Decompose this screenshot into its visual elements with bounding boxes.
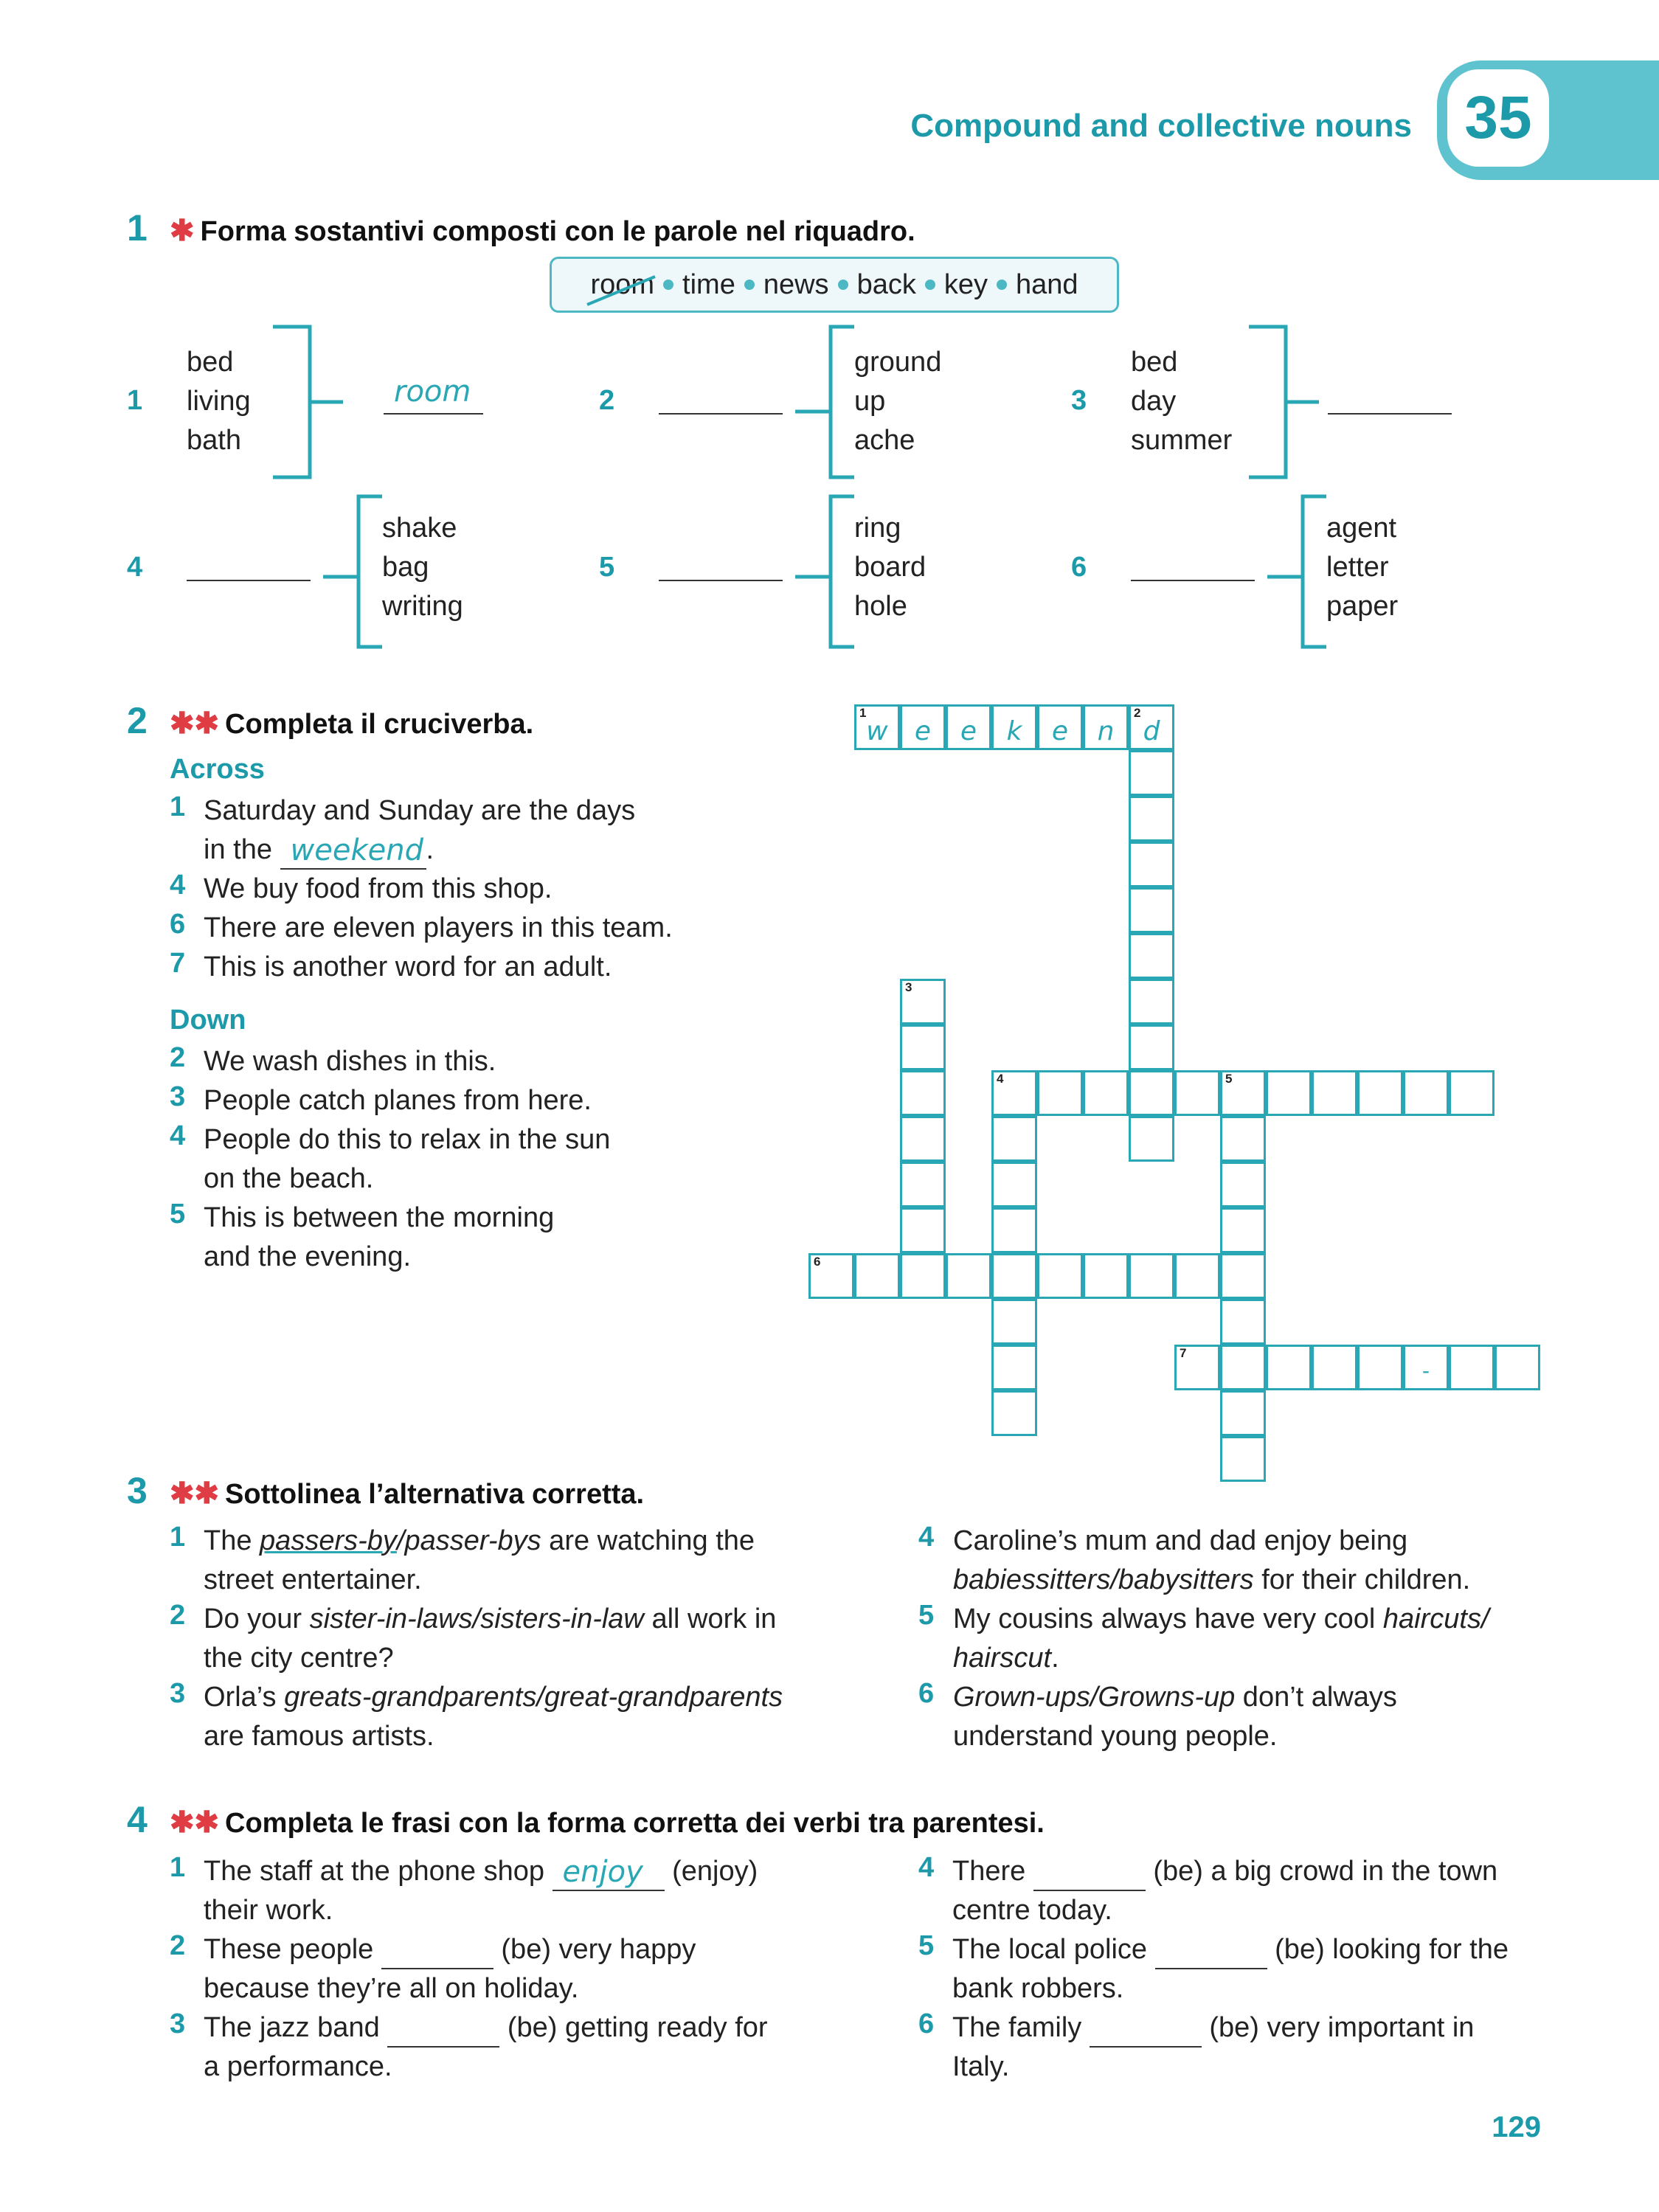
clue-text: This is another word for an adult. [204,951,612,982]
clue-text: There are eleven players in this team. [204,912,673,943]
clue-number: 2 [170,1042,186,1073]
item-text [952,1852,1497,1930]
word: bed [187,347,234,378]
item-number: 4 [918,1522,935,1553]
word-box-word: time [682,268,735,300]
crossword-cell[interactable] [1129,1024,1174,1070]
clue-number: 7 [170,948,186,979]
item-line: These people (be) very happy [204,1930,696,1969]
star-icon: ✱ [170,215,195,247]
crossword-letter: e [960,716,977,746]
clue-number: 1 [170,791,186,822]
exercise-2-heading [170,707,533,741]
left-bracket [795,325,862,479]
exercise-4-number: 4 [127,1799,148,1840]
clue-number: 3 [170,1081,186,1112]
word: board [854,552,927,583]
item-line: There (be) a big crowd in the town [952,1852,1497,1891]
page-number: 129 [1492,2111,1541,2143]
crossword-cell[interactable] [1129,979,1174,1024]
exercise-1-heading [170,214,915,248]
answer-blank[interactable] [381,1938,493,1969]
crossword-cell[interactable] [854,704,900,750]
item-number: 1 [170,1522,186,1553]
crossword-letter: n [1097,716,1115,746]
answer-blank[interactable] [1131,544,1255,581]
crossword-cell[interactable] [854,1253,900,1299]
clue-line: This is between the morning [204,1202,555,1233]
clue-line: People do this to relax in the sun [204,1124,611,1155]
crossword-cell[interactable] [1220,1345,1266,1390]
option[interactable]: sister-in-laws/sisters-in-law [309,1603,644,1634]
clue-text: We buy food from this shop. [204,873,553,904]
chapter-title: Compound and collective nouns [910,108,1412,144]
clue-text: People catch planes from here. [204,1085,592,1116]
exercise-3-heading [170,1477,644,1511]
word: bed [1131,347,1178,378]
item-number: 2 [170,1930,186,1961]
compound-words [382,509,463,626]
item-line: hairscut. [953,1643,1059,1674]
clue-number: 6 [170,909,186,940]
item-number: 5 [918,1930,935,1961]
crossword-cell[interactable] [1220,1436,1266,1482]
word: bag [382,552,429,583]
item-text [204,1600,776,1678]
word-box-word: back [856,268,916,300]
crossword-cell[interactable] [1129,933,1174,979]
word: ring [854,513,901,544]
item-line: bank robbers. [952,1973,1124,2004]
clue-text [204,1199,554,1277]
answer-blank[interactable] [1033,1860,1146,1891]
word: summer [1131,425,1233,456]
crossword-cell[interactable] [900,1116,946,1162]
option[interactable]: passer-bys [404,1525,541,1556]
item-number: 6 [918,2008,935,2039]
crossword-cell[interactable] [991,704,1037,750]
crossword-cell[interactable] [1449,1070,1495,1116]
word: living [187,386,251,417]
word: ground [854,347,942,378]
word: hole [854,591,907,622]
option-underlined[interactable]: passers-by [260,1525,397,1556]
group-number: 6 [1071,552,1087,583]
clue-number: 4 [170,1120,186,1151]
exercise-4-heading [170,1806,1045,1840]
item-line: a performance. [204,2051,392,2082]
answer-blank[interactable] [384,375,483,415]
group-number: 5 [599,552,615,583]
compound-words [854,509,926,626]
crossword-cell[interactable] [900,1162,946,1207]
exercise-4-instruction: Completa le frasi con la forma corretta dei verbi tra parentesi. [225,1808,1045,1839]
item-line: Caroline’s mum and dad enjoy being [953,1525,1408,1556]
crossword-cell[interactable] [1403,1345,1449,1390]
crossword-cell[interactable] [1174,1070,1220,1116]
crossword-cell[interactable] [1220,1162,1266,1207]
crossword-cell[interactable] [1129,887,1174,933]
answer-blank[interactable] [1090,2017,1202,2048]
item-line: are famous artists. [204,1721,434,1752]
item-line: Grown-ups/Growns-up don’t always [953,1682,1397,1713]
crossword-cell[interactable] [991,1162,1037,1207]
word-box-word: key [943,268,988,300]
crossword-cell[interactable] [991,1070,1037,1116]
group-number: 4 [127,552,143,583]
crossword-cell[interactable] [1129,704,1174,750]
crossword-cell[interactable] [1129,1070,1174,1116]
option[interactable]: Grown-ups/Growns-up [953,1682,1236,1713]
item-text [204,1930,696,2008]
group-number: 3 [1071,385,1087,416]
down-heading: Down [170,1005,246,1036]
item-line: street entertainer. [204,1564,422,1595]
item-line: understand young people. [953,1721,1278,1752]
compound-words [1131,343,1232,460]
crossword-letter: d [1143,716,1160,746]
crossword-cell[interactable] [900,704,946,750]
option[interactable]: babiessitters/babysitters [953,1564,1254,1595]
clue-text [204,1120,610,1199]
crossword-cell[interactable] [1266,1345,1312,1390]
clue-line: on the beach. [204,1163,374,1194]
word: shake [382,513,457,544]
crossword-cell[interactable] [1083,704,1129,750]
word-box [550,257,1119,313]
left-bracket [1267,494,1334,649]
handwritten-answer: weekend [290,833,423,867]
crossword-cell[interactable] [1174,1253,1220,1299]
word: up [854,386,886,417]
answer-blank[interactable] [1328,378,1452,415]
crossword-cell[interactable] [1495,1345,1540,1390]
star-icon: ✱✱ [170,1806,220,1839]
item-number: 3 [170,2008,186,2039]
answer-blank[interactable] [659,544,783,581]
word: bath [187,425,241,456]
item-line: Do your sister-in-laws/sisters-in-law all work in [204,1603,777,1634]
exercise-3-number: 3 [127,1470,148,1511]
crossword-cell[interactable] [991,1299,1037,1345]
group-number: 2 [599,385,615,416]
crossword-cell[interactable] [900,1207,946,1253]
crossword-cell[interactable] [1357,1070,1403,1116]
crossword-cell[interactable] [1037,1070,1083,1116]
crossword-cell[interactable] [1083,1253,1129,1299]
crossword-letter: e [914,716,932,746]
crossword-cell[interactable] [1220,1253,1266,1299]
crossword-cell[interactable] [1037,704,1083,750]
word: writing [382,591,463,622]
crossword-letter: k [1006,716,1022,746]
item-line: Italy. [952,2051,1010,2082]
word: day [1131,386,1177,417]
clue-number-label: 6 [814,1255,821,1269]
clue-line: in the weekend . [204,831,635,870]
word: letter [1326,552,1389,583]
clue-line: and the evening. [204,1241,412,1272]
item-text [204,1852,758,1930]
clue-number: 4 [170,870,186,901]
crossword-cell[interactable] [808,1253,854,1299]
left-bracket [795,494,862,649]
crossword-cell[interactable] [1129,750,1174,796]
right-bracket [266,325,347,479]
right-bracket [1241,325,1323,479]
crossword-letter: e [1051,716,1069,746]
item-line: The passers-by/passer-bys are watching the [204,1525,755,1556]
item-number: 5 [918,1600,935,1631]
item-text [204,1522,755,1600]
crossword-cell[interactable] [1357,1345,1403,1390]
crossword-cell[interactable] [900,1070,946,1116]
crossword-cell[interactable] [1037,1253,1083,1299]
compound-words [1326,509,1398,626]
item-text [204,2008,768,2087]
compound-words [854,343,941,460]
crossword-cell[interactable] [1220,1390,1266,1436]
exercise-2-number: 2 [127,700,148,741]
bullet-dot [744,280,755,290]
exercise-2-instruction: Completa il cruciverba. [225,709,534,740]
exercise-1-instruction: Forma sostantivi composti con le parole nel riquadro. [200,216,915,247]
crossword-cell[interactable] [1129,1253,1174,1299]
answer-blank[interactable] [1155,1938,1267,1969]
crossword-cell[interactable] [946,704,991,750]
item-text [204,1678,783,1756]
bullet-dot [997,280,1007,290]
crossword-cell[interactable] [991,1345,1037,1390]
clue-number: 5 [170,1199,186,1230]
clue-number-label: 1 [859,706,867,720]
across-heading: Across [170,754,265,785]
word-box-word: hand [1015,268,1078,300]
item-line: The jazz band (be) getting ready for [204,2008,768,2048]
word-box-word: news [763,268,829,300]
crossword-cell[interactable] [900,1253,946,1299]
item-line: The local police (be) looking for the [952,1930,1509,1969]
crossword-cell[interactable] [1220,1070,1266,1116]
bullet-dot [838,280,848,290]
crossword-cell[interactable] [900,979,946,1024]
clue-line: Saturday and Sunday are the days [204,795,636,826]
crossword-cell[interactable] [1312,1070,1357,1116]
answer-blank[interactable] [280,833,426,870]
item-text [952,1930,1509,2008]
item-text [953,1600,1489,1678]
word: paper [1326,591,1399,622]
clue-text [204,791,635,870]
crossword-cell[interactable] [1220,1116,1266,1162]
bullet-dot [663,280,673,290]
answer-blank[interactable] [187,544,311,581]
star-icon: ✱✱ [170,1477,220,1510]
answer-blank[interactable] [659,378,783,415]
answer-blank[interactable] [553,1855,665,1891]
crossword-cell[interactable] [1220,1299,1266,1345]
clue-number-label: 5 [1225,1072,1233,1086]
crossword-cell[interactable] [1129,842,1174,887]
handwritten-answer: enjoy [562,1855,643,1889]
crossword-letter: w [866,716,888,746]
left-bracket [323,494,389,649]
answer-blank[interactable] [387,2017,499,2048]
option[interactable]: hairscut [953,1643,1052,1674]
crossword-cell[interactable] [1129,1116,1174,1162]
word: agent [1326,513,1397,544]
crossword-cell[interactable] [991,1207,1037,1253]
item-line: The staff at the phone shop enjoy (enjoy) [204,1852,758,1891]
clue-number-label: 7 [1180,1346,1187,1360]
crossword-cell[interactable] [991,1253,1037,1299]
crossword-cell[interactable] [991,1116,1037,1162]
item-line: The family (be) very important in [952,2008,1474,2048]
compound-words [187,343,251,460]
exercise-3-instruction: Sottolinea l’alternativa corretta. [225,1479,645,1510]
clue-number-label: 3 [905,980,912,994]
item-number: 3 [170,1678,186,1709]
item-line: because they’re all on holiday. [204,1973,579,2004]
word: ache [854,425,915,456]
item-number: 1 [170,1852,186,1883]
crossword-cell[interactable] [1083,1070,1129,1116]
option[interactable]: haircuts/ [1382,1603,1489,1634]
word-box-word: room [590,269,654,301]
item-line: Orla’s greats-grandparents/great-grandparents [204,1682,783,1713]
clue-number-label: 4 [997,1072,1004,1086]
clue-text: We wash dishes in this. [204,1046,496,1077]
option[interactable]: greats-grandparents/great-grandparents [284,1682,783,1713]
crossword-cell[interactable] [1174,1345,1220,1390]
group-number: 1 [127,385,143,416]
crossword-cell[interactable] [1449,1345,1495,1390]
clue-number-label: 2 [1134,706,1141,720]
crossword-cell[interactable] [991,1390,1037,1436]
crossword-cell[interactable] [1266,1070,1312,1116]
hyphen-mark: - [1422,1359,1430,1383]
item-text [953,1678,1397,1756]
item-number: 2 [170,1600,186,1631]
item-line: My cousins always have very cool haircuts/ [953,1603,1489,1634]
bullet-dot [925,280,935,290]
crossword-cell[interactable] [900,1024,946,1070]
exercise-1-number: 1 [127,207,148,249]
item-text [953,1522,1470,1600]
crossword-cell[interactable] [1220,1207,1266,1253]
crossword-cell[interactable] [1312,1345,1357,1390]
crossword-cell[interactable] [1129,796,1174,842]
strikethrough-mark [584,274,658,308]
item-number: 6 [918,1678,935,1709]
item-text [952,2008,1474,2087]
chapter-number: 35 [1447,69,1549,167]
crossword-cell[interactable] [946,1253,991,1299]
crossword-cell[interactable] [1403,1070,1449,1116]
item-line: their work. [204,1895,333,1926]
item-line: the city centre? [204,1643,394,1674]
item-number: 4 [918,1852,935,1883]
handwritten-answer: room [394,375,471,409]
item-line: babiessitters/babysitters for their children. [953,1564,1471,1595]
item-line: centre today. [952,1895,1112,1926]
star-icon: ✱✱ [170,707,220,740]
